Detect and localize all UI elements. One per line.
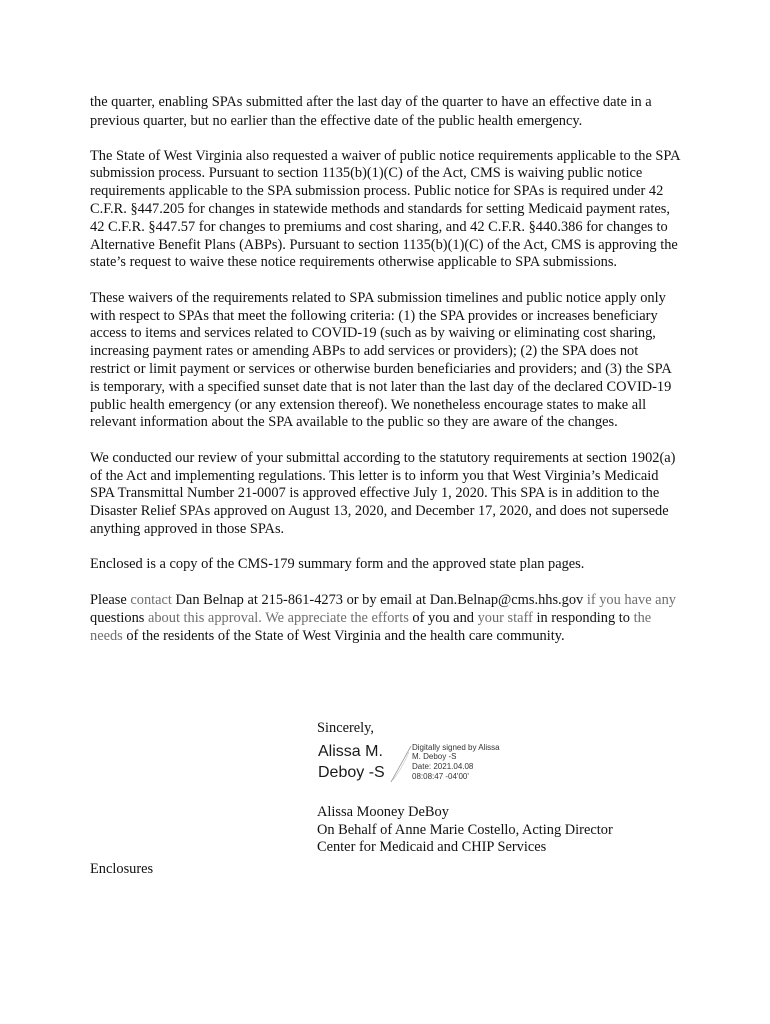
paragraph-public-notice-waiver: The State of West Virginia also requested a waiver of public notice requirements applicable to the SPA submission process. Pursuant to section 1135(b)(1)(C) of the Act, CMS is waiving public notice requirements applicable to the SPA submission process. Public notice for SPAs is required under 42 C.F.R. §447.205 for changes in statewide methods and standards for setting Medicaid payment rates, 42 C.F.R. §447.57 for changes to premiums and cost sharing, and 42 C.F.R. §440.386 for changes to Alternative Benefit Plans (ABPs). Pursuant to section 1135(b)(1)(C) of the Act, CMS is approving the state’s request to waive these notice requirements otherwise applicable to SPA submissions. bbox=[90, 147, 680, 271]
contact-text: questions bbox=[90, 609, 148, 626]
contact-text: of the residents of the State of West Virginia and the health care community. bbox=[122, 627, 565, 644]
paragraph-waiver-criteria: These waivers of the requirements related to SPA submission timelines and public notice apply only with respect to SPAs that meet the following criteria: (1) the SPA provides or increases beneficiary access to items and services related to COVID-19 (such as by waiving or eliminating cost sharing, increasing payment rates or amending ABPs to add services or providers); (2) the SPA does not restrict or limit payment or services or otherwise burden beneficiaries and providers; and (3) the SPA is temporary, with a specified sunset date that is not later than the last day of the declared COVID-19 public health emergency (or any extension thereof). We nonetheless encourage states to make all relevant information about the SPA available to the public so they are aware of the changes. bbox=[90, 289, 672, 431]
signature-detail-line: 08:08:47 -04'00' bbox=[412, 771, 469, 781]
contact-text: if you have any bbox=[586, 592, 676, 609]
contact-text: Dan Belnap at 215-861-4273 or by email at Dan.Belnap@cms.hhs.gov bbox=[171, 592, 587, 609]
signer-block bbox=[317, 804, 677, 857]
contact-text: contact bbox=[130, 592, 172, 609]
contact-text: the needs bbox=[90, 609, 652, 644]
enclosures-label: Enclosures bbox=[90, 861, 154, 877]
paragraph-contact bbox=[90, 592, 680, 645]
closing-salutation: Sincerely, bbox=[317, 720, 375, 736]
paragraph-review-approval: We conducted our review of your submittal according to the statutory requirements at section 1902(a) of the Act and implementing regulations. This letter is to inform you that West Virginia’s Medicaid SPA Transmittal Number 21-0007 is approved effective July 1, 2020. This SPA is in addition to the Disaster Relief SPAs approved on August 13, 2020, and December 17, 2020, and does not supersede anything approved in those SPAs. bbox=[90, 449, 676, 537]
contact-text: in responding to bbox=[532, 609, 634, 626]
signature-name-line-1: Alissa M. bbox=[318, 742, 383, 760]
signature-detail-line: Date: 2021.04.08 bbox=[412, 761, 474, 771]
signer-on-behalf: On Behalf of Anne Marie Costello, Acting Director bbox=[317, 821, 613, 838]
contact-text: your staff bbox=[477, 609, 533, 626]
paragraph-quarter-effective-date: the quarter, enabling SPAs submitted after the last day of the quarter to have an effective date in a previous quarter, but no earlier than the effective date of the public health emergency. bbox=[90, 94, 652, 129]
closing-block bbox=[317, 720, 677, 857]
contact-text: about this approval. We appreciate the efforts bbox=[147, 609, 409, 626]
signature-detail-line: Digitally signed by Alissa bbox=[412, 742, 500, 752]
signature-detail-line: M. Deboy -S bbox=[412, 752, 457, 762]
contact-text: Please bbox=[90, 592, 131, 609]
signature-details bbox=[412, 743, 532, 781]
digital-signature bbox=[317, 742, 677, 794]
letter-body bbox=[90, 93, 680, 663]
signature-name-line-2: Deboy -S bbox=[318, 763, 385, 781]
contact-text: of you and bbox=[408, 609, 478, 626]
signer-office: Center for Medicaid and CHIP Services bbox=[317, 839, 547, 856]
paragraph-enclosed-copy: Enclosed is a copy of the CMS-179 summary form and the approved state plan pages. bbox=[90, 556, 585, 573]
signer-name: Alissa Mooney DeBoy bbox=[317, 803, 449, 820]
